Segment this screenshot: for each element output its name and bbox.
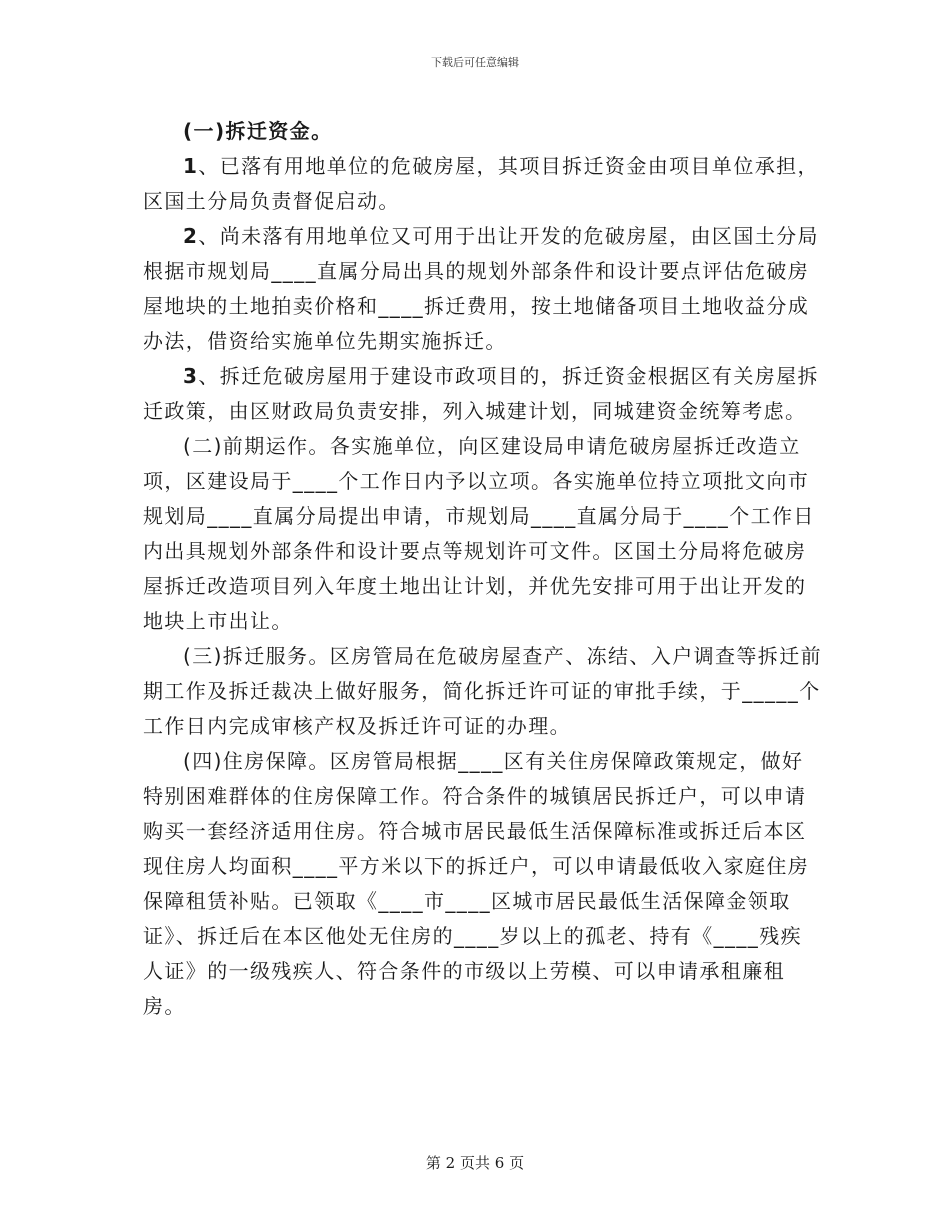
paragraph-item-1 <box>143 149 823 219</box>
paragraph-preliminary-operation: (二)前期运作。各实施单位，向区建设局申请危破房屋拆迁改造立项，区建设局于____个工作日内予以立项。各实施单位持立项批文向市规划局____直属分局提出申请，市规划局____直属分局于____个工作日内出具规划外部条件和设计要点等规划许可文件。区国土分局将危破房屋拆迁改造项目列入年度土地出让计划，并优先安排可用于出让开发的地块上市出让。 <box>143 434 815 633</box>
paragraph-text: 、尚未落有用地单位又可用于出让开发的危破房屋，由区国土分局根据市规划局____直属分局出具的规划外部条件和设计要点评估危破房屋地块的土地拍卖价格和____拆迁费用，按土地储备项目土地收益分成办法，借资给实施单位先期实施拆迁。 <box>143 224 819 353</box>
paragraph-text: 、拆迁危破房屋用于建设市政项目的，拆迁资金根据区有关房屋拆迁政策，由区财政局负责安排，列入城建计划，同城建资金统筹考虑。 <box>143 364 819 423</box>
item-number: 3 <box>183 364 199 388</box>
section-heading: (一)拆迁资金。 <box>183 119 333 143</box>
paragraph-item-3 <box>143 359 823 429</box>
paragraph-text: 、已落有用地单位的危破房屋，其项目拆迁资金由项目单位承担，区国土分局负责督促启动。 <box>143 154 819 213</box>
paragraph-housing-security: (四)住房保障。区房管局根据____区有关住房保障政策规定，做好特别困难群体的住房保障工作。符合条件的城镇居民拆迁户，可以申请购买一套经济适用住房。符合城市居民最低生活保障标准或拆迁后本区现住房人均面积____平方米以下的拆迁户，可以申请最低收入家庭住房保障租赁补贴。已领取《____市____区城市居民最低生活保障金领取证》、拆迁后在本区他处无住房的____岁以上的孤老、持有《____残疾人证》的一级残疾人、符合条件的市级以上劳模、可以申请承租廉租房。 <box>143 749 810 1018</box>
item-number: 1 <box>183 154 199 178</box>
paragraph-demolition-service: (三)拆迁服务。区房管局在危破房屋查产、冻结、入户调查等拆迁前期工作及拆迁裁决上做好服务，简化拆迁许可证的审批手续，于_____个工作日内完成审核产权及拆迁许可证的办理。 <box>143 644 823 738</box>
page-header-note: 下载后可任意编辑 <box>431 56 519 69</box>
paragraph-item-2 <box>143 219 823 359</box>
document-body <box>143 114 823 1024</box>
page-number: 第 2 页共 6 页 <box>425 1154 525 1172</box>
item-number: 2 <box>183 224 199 248</box>
